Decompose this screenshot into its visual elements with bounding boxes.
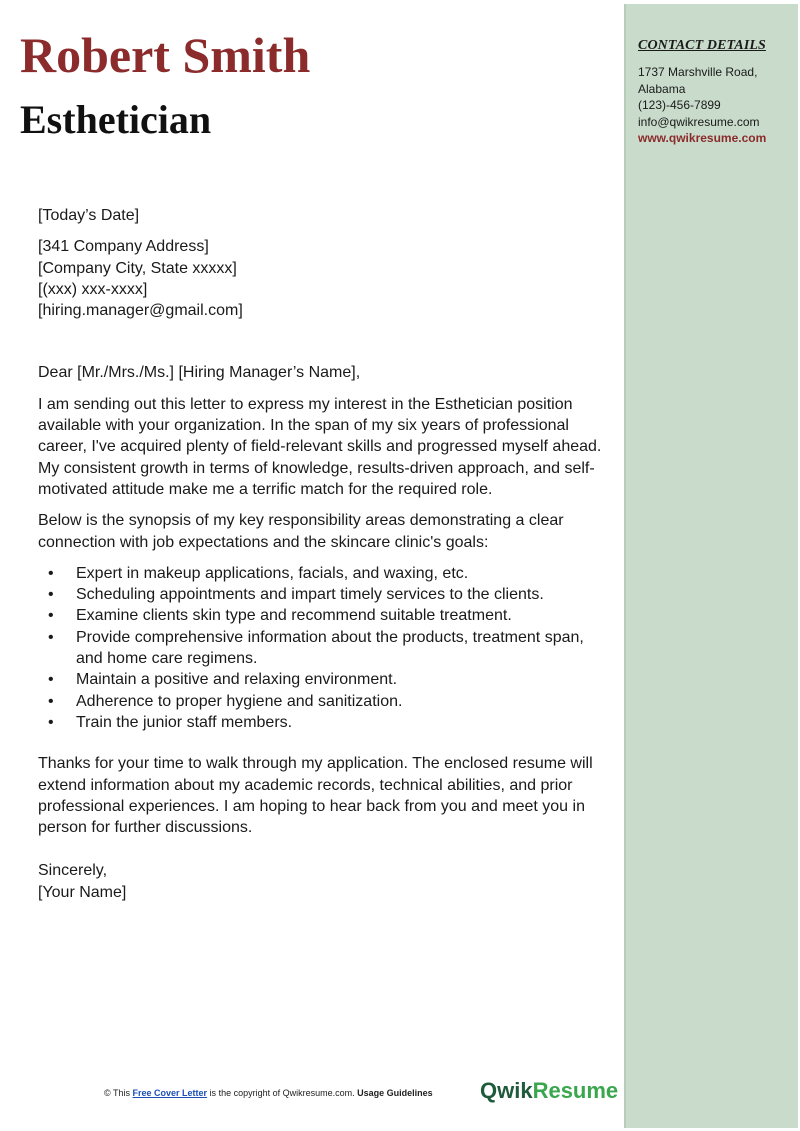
recipient-phone: [(xxx) xxx-xxxx]	[38, 280, 148, 298]
free-cover-letter-link[interactable]: Free Cover Letter	[132, 1088, 208, 1098]
contact-address-line2: Alabama	[638, 81, 686, 96]
salutation: Dear [Mr./Mrs./Ms.] [Hiring Manager’s Name],	[38, 364, 361, 382]
paragraph-closing: Thanks for your time to walk through my application. The enclosed resume will extend information about my academic records, technical abilities, and prior professional experiences. I am hoping to hear back from you and meet you in person for further discussions.	[38, 755, 593, 837]
paragraph-synopsis: Below is the synopsis of my key responsibility areas demonstrating a clear connection with job expectations and the skincare clinic's goals:	[38, 512, 564, 551]
list-item: • Expert in makeup applications, facials, and waxing, etc.	[38, 563, 608, 584]
contact-email[interactable]: info@qwikresume.com	[638, 114, 760, 129]
copyright-icon: ©	[104, 1088, 111, 1098]
contact-address-line1: 1737 Marshville Road,	[638, 65, 758, 79]
closing: Sincerely,	[38, 862, 108, 880]
recipient-block	[38, 236, 608, 321]
list-item: • Scheduling appointments and impart timely services to the clients.	[38, 584, 608, 605]
footer-text-this: This	[112, 1088, 130, 1098]
recipient-email: [hiring.manager@gmail.com]	[38, 302, 243, 320]
signature: [Your Name]	[38, 883, 127, 901]
contact-phone: (123)-456-7899	[638, 98, 721, 112]
job-title: Esthetician	[20, 97, 212, 142]
footer-copyright	[104, 1088, 433, 1098]
responsibility-list	[38, 563, 608, 733]
list-item: • Provide comprehensive information about the products, treatment span, and home care regimens.	[38, 627, 608, 670]
logo-part-resume: Resume	[532, 1078, 619, 1103]
qwikresume-logo[interactable]	[480, 1078, 618, 1104]
list-item: • Maintain a positive and relaxing environment.	[38, 669, 608, 690]
list-item: • Train the junior staff members.	[38, 712, 608, 733]
letter-date: [Today’s Date]	[38, 207, 140, 224]
footer-text-middle: is the copyright of Qwikresume.com.	[209, 1088, 355, 1098]
contact-sidebar	[624, 4, 798, 1128]
logo-part-qwik: Qwik	[480, 1078, 533, 1103]
candidate-name: Robert Smith	[20, 27, 311, 83]
paragraph-intro: I am sending out this letter to express my interest in the Esthetician position available with your organization. In the span of my six years of professional career, I've acquired plenty of field-relevant skills and progressed myself ahead. My consistent growth in terms of knowledge, results-driven approach, and self-motivated attitude make me a terrific match for the required role.	[38, 395, 602, 498]
recipient-address: [341 Company Address]	[38, 238, 209, 256]
contact-website-link[interactable]: www.qwikresume.com	[638, 131, 767, 145]
letter-body	[38, 205, 608, 903]
contact-heading: CONTACT DETAILS	[638, 38, 766, 53]
list-item: • Adherence to proper hygiene and sanitization.	[38, 691, 608, 712]
usage-guidelines-link[interactable]: Usage Guidelines	[357, 1088, 433, 1098]
footer	[104, 1077, 624, 1107]
list-item: • Examine clients skin type and recommend suitable treatment.	[38, 605, 608, 626]
recipient-city: [Company City, State xxxxx]	[38, 259, 237, 277]
